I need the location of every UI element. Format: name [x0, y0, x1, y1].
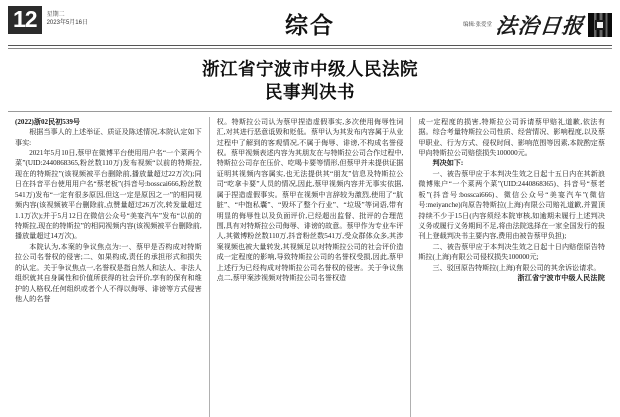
editor-credit: 编辑:张爱堂: [462, 22, 492, 28]
case-number: (2022)浙02民初539号: [15, 117, 81, 126]
headline-line-1: 浙江省宁波市中级人民法院: [202, 58, 418, 79]
paragraph: 根据当事人的上述举证、质证及陈述情况,本院认定如下事实:: [15, 128, 202, 147]
verdict-heading: 判决如下:: [432, 159, 464, 168]
date-label: 2023年5月16日: [46, 19, 88, 26]
paragraph: 成一定程度的损害,特斯拉公司诉请蔡甲赔礼道歉,依法有据。综合考量特斯拉公司性质、经营情况、影响程度,以及蔡甲职业、行为方式、侵权时间、影响范围等因素,本院酌定蔡甲向特斯拉公司赔偿损失100000元。: [418, 117, 606, 158]
page-number: 12: [8, 6, 42, 34]
weekday-label: 星期二: [46, 12, 65, 18]
article-column-3: [410, 117, 612, 417]
paragraph: 2021年5月10日,蔡甲在微博平台使用用户名“一个菜两个菜”(UID:2440868365,粉丝数110万)发布视频“以前的特斯拉,现在的特斯拉”(该视频被平台删除前,播放量超过22万次);同日在抖音平台使用用户名“蔡老板”(抖音号:bosscai666,粉丝数541万)发布“一定有很多原因,但这一定是原因之一”的相同视频内容(该视频被平台删除前,点赞量超过26万次,转发量超过1.1万次);并于5月12日在微信公众号“美宴汽车”发布“以前的特斯拉,现在的特斯拉”的相同视频内容(该视频被平台删除前,播放量超过14万次)。: [15, 149, 202, 241]
article-column-2: [209, 117, 411, 417]
article-column-1: [8, 117, 209, 417]
paragraph: 本院认为,本案的争议焦点为:一、蔡甲是否构成对特斯拉公司名誉权的侵害;二、如果构成,责任的承担形式和损失的认定。关于争议焦点一,名誉权是指自然人和法人、非法人组织就其自身属性和价值所获得的社会评价,享有的保有和维护的人格权,任何组织或者个人不得以侮辱、诽谤等方式侵害他人的名誉: [15, 242, 202, 303]
qr-code-icon: [588, 13, 612, 37]
verdict-item: 三、驳回原告特斯拉(上海)有限公司的其余诉讼请求。: [432, 263, 601, 272]
headline-line-2: 民事判决书: [265, 82, 355, 103]
newspaper-brand-logo: 法治日报: [494, 14, 586, 38]
headline-block: [8, 49, 612, 112]
section-title: 综合: [285, 12, 335, 38]
masthead-divider: [8, 45, 612, 46]
court-signature: 浙江省宁波市中级人民法院: [517, 274, 606, 283]
paragraph: 权。特斯拉公司认为蔡甲捏造虚假事实,多次使用侮辱性词汇,对其进行恶意诋毁和贬低。蔡甲认为其发布内容属于从业过程中了解到的客观情况,不属于侮辱、诽谤,不构成名誉侵权。蔡甲视频表述内容为其朋友在与特斯拉公司合作过程中,特斯拉公司存在压价、吃喝卡要等情形,但蔡甲并未提供证据证明其视频内容属实,也无法提供其“朋友”信息及特斯拉公司“吃拿卡要”人员的情况,因此,蔡甲视频内容并无事实依据,属于捏造虚假事实。蔡甲在视频中言辞较为激烈,使用了“肮脏”、“中饱私囊”、“毁坏了整个行业”、“垃圾”等词语,带有明显的侮辱性以及负面评价,已经超出监督、批评的合理范围,具有对特斯拉公司侮辱、诽谤的故意。蔡甲作为专业车评人,其微博粉丝数110万,抖音粉丝数541万,受众群体众多,其涉案视频也被大量转发,其视频足以对特斯拉公司的社会评价造成一定程度的影响,导致特斯拉公司的名誉权受损,因此,蔡甲上述行为已经构成对特斯拉公司名誉权的侵害。关于争议焦点二,蔡甲案涉视频对特斯拉公司名誉权造: [216, 117, 404, 283]
verdict-item: 一、被告蔡甲应于本判决生效之日起十五日内在其新浪微博账户“一个菜两个菜”(UID:2440868365)、抖音号“蔡老板”(抖音号:bosscai666)、微信公众号“美宴汽车”(微信号:meiyanche)向原告特斯拉(上海)有限公司赔礼道歉,并置顶持续不少于15日(内容须经本院审核,如逾期未履行上述判决义务或履行义务期间不足,将由法院选择在一家全国发行的报刊上登载判决书主要内容,费用由被告蔡甲负担);: [418, 169, 606, 241]
article-body: [8, 117, 612, 417]
verdict-item: 二、被告蔡甲应于本判决生效之日起十日内赔偿原告特斯拉(上海)有限公司侵权损失100000元;: [418, 242, 606, 262]
masthead: [8, 0, 612, 44]
